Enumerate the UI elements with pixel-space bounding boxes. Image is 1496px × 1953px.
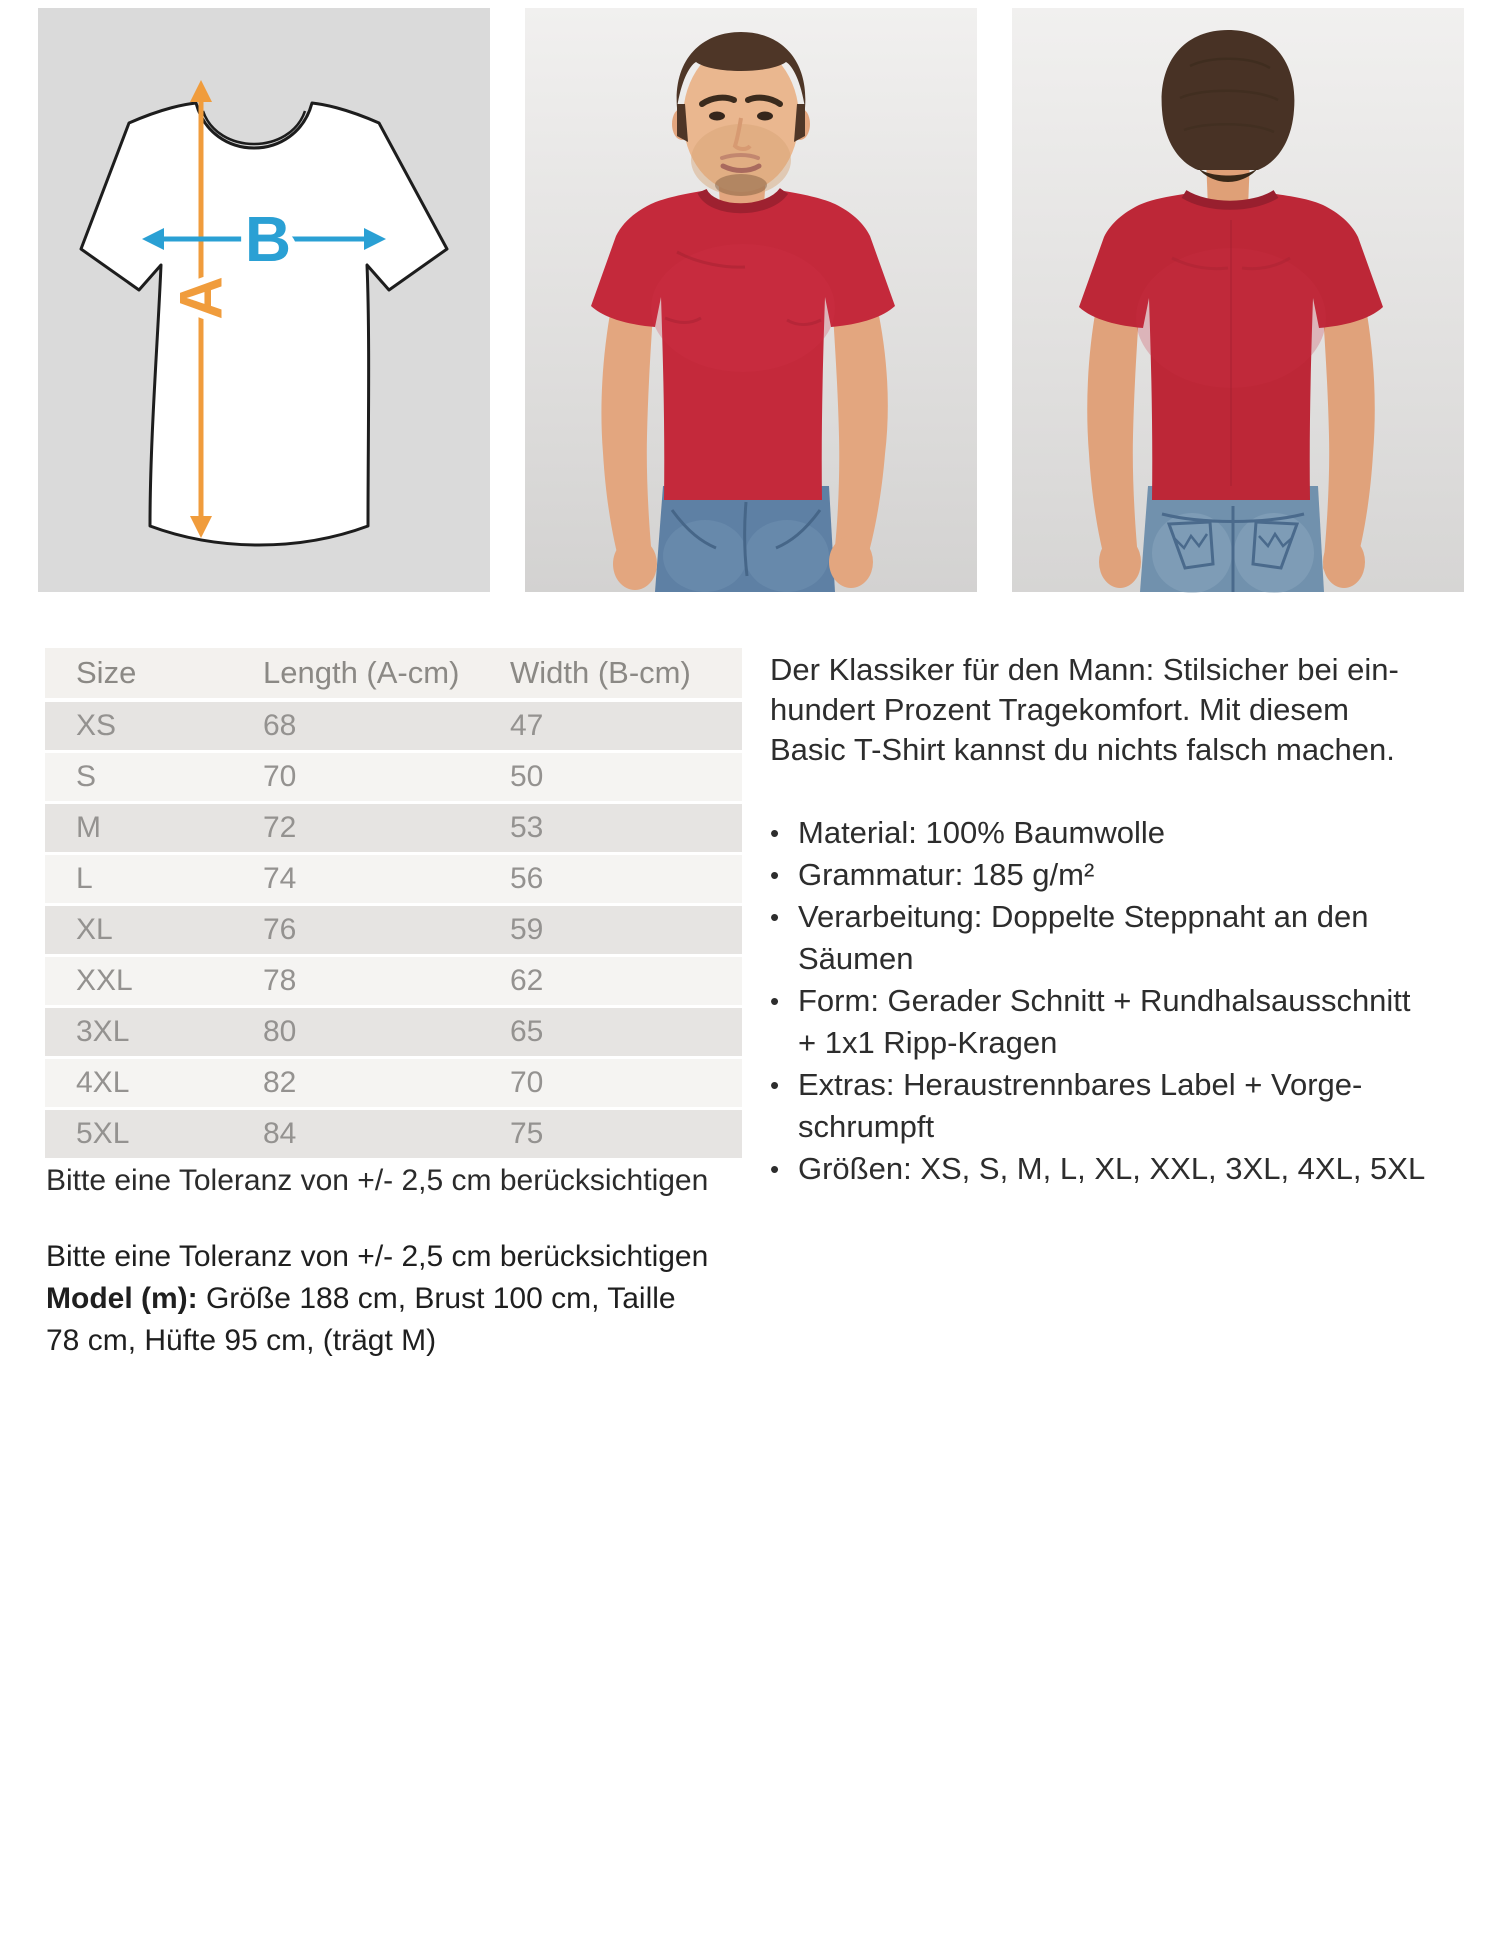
model-front-illustration: [525, 8, 977, 592]
size-chart-clipped-row: [46, 1164, 709, 1197]
cell-length: 80: [263, 1015, 297, 1048]
cell-size: M: [76, 811, 101, 844]
feature-text: Verarbeitung: Doppelte Steppnaht an den Säumen: [798, 899, 1369, 976]
cell-length: 78: [263, 964, 297, 997]
column-header: Length (A-cm): [263, 655, 460, 690]
cell-size: L: [76, 862, 93, 895]
size-diagram-image: [38, 8, 490, 592]
bullet-icon: •: [770, 902, 780, 932]
bullet-icon: •: [770, 860, 780, 890]
size-row-XL: [45, 906, 742, 954]
feature-item: [770, 1064, 1470, 1148]
eyes: [709, 112, 725, 121]
cell-width: 65: [510, 1015, 544, 1048]
model-back-photo: [1012, 8, 1464, 592]
size-row-L: [45, 855, 742, 903]
cell-length: 70: [263, 760, 297, 793]
size-table: [45, 648, 742, 1161]
size-row-M: [45, 804, 742, 852]
width-label-b: B: [244, 203, 292, 275]
length-label-a: A: [167, 276, 235, 320]
description-intro: Der Klassiker für den Mann: Stilsicher bei ein- hundert Prozent Tragekomfort. Mit diesem Basic T-Shirt kannst du nichts falsch machen.: [770, 652, 1399, 767]
cell-size: 3XL: [76, 1015, 130, 1048]
jeans-back: [1140, 486, 1324, 593]
cell-length: 84: [263, 1117, 297, 1150]
bullet-icon: •: [770, 1070, 780, 1100]
product-description: [770, 650, 1470, 1190]
size-table-body: [45, 702, 742, 1158]
column-header: Size: [76, 655, 137, 690]
size-table-header: [45, 648, 742, 698]
size-row-5XL: [45, 1110, 742, 1158]
model-back-illustration: [1012, 8, 1464, 592]
cell-width: 50: [510, 760, 544, 793]
cell-width: 62: [510, 964, 544, 997]
jeans-front: [655, 486, 835, 592]
feature-text: Grammatur: 185 g/m²: [798, 857, 1095, 892]
feature-item: [770, 980, 1470, 1064]
cell-size: 4XL: [76, 1066, 130, 1099]
feature-text: Größen: XS, S, M, L, XL, XXL, 3XL, 4XL, 5XL: [798, 1151, 1426, 1186]
feature-item: [770, 1148, 1470, 1190]
size-row-XS: [45, 702, 742, 750]
bullet-icon: •: [770, 986, 780, 1016]
clipped-row-text: Bitte eine Toleranz von +/- 2,5 cm berücksichtigen: [46, 1164, 709, 1197]
feature-text: Extras: Heraustrennbares Label + Vorge- schrumpft: [798, 1067, 1363, 1144]
model-measurements-line2: 78 cm, Hüfte 95 cm, (trägt M): [46, 1324, 437, 1357]
cell-size: XL: [76, 913, 113, 946]
size-row-3XL: [45, 1008, 742, 1056]
size-row-XXL: [45, 957, 742, 1005]
cell-width: 59: [510, 913, 544, 946]
size-row-S: [45, 753, 742, 801]
feature-text: Form: Gerader Schnitt + Rundhalsausschnitt + 1x1 Ripp-Kragen: [798, 983, 1411, 1060]
feature-item: [770, 854, 1470, 896]
cell-size: S: [76, 760, 97, 793]
model-label: Model (m):: [46, 1282, 198, 1315]
cell-length: 72: [263, 811, 297, 844]
feature-item: [770, 896, 1470, 980]
product-image-gallery: [38, 8, 1464, 592]
tolerance-note: [46, 1236, 708, 1362]
cell-length: 76: [263, 913, 297, 946]
cell-size: 5XL: [76, 1117, 130, 1150]
cell-width: 53: [510, 811, 544, 844]
cell-size: XS: [76, 709, 117, 742]
cell-length: 68: [263, 709, 297, 742]
cell-width: 70: [510, 1066, 544, 1099]
cell-width: 56: [510, 862, 544, 895]
feature-item: [770, 812, 1470, 854]
cell-size: XXL: [76, 964, 133, 997]
size-row-4XL: [45, 1059, 742, 1107]
cell-width: 75: [510, 1117, 544, 1150]
cell-width: 47: [510, 709, 544, 742]
model-front-photo: [525, 8, 977, 592]
cell-length: 82: [263, 1066, 297, 1099]
cell-length: 74: [263, 862, 297, 895]
feature-text: Material: 100% Baumwolle: [798, 815, 1166, 850]
tolerance-line: Bitte eine Toleranz von +/- 2,5 cm berücksichtigen: [46, 1240, 709, 1273]
feature-list: [770, 812, 1470, 1190]
bullet-icon: •: [770, 1154, 780, 1184]
model-measurements-line1: Größe 188 cm, Brust 100 cm, Taille: [197, 1282, 676, 1315]
bullet-icon: •: [770, 818, 780, 848]
column-header: Width (B-cm): [510, 655, 691, 690]
tshirt-measurement-diagram: [38, 8, 490, 592]
